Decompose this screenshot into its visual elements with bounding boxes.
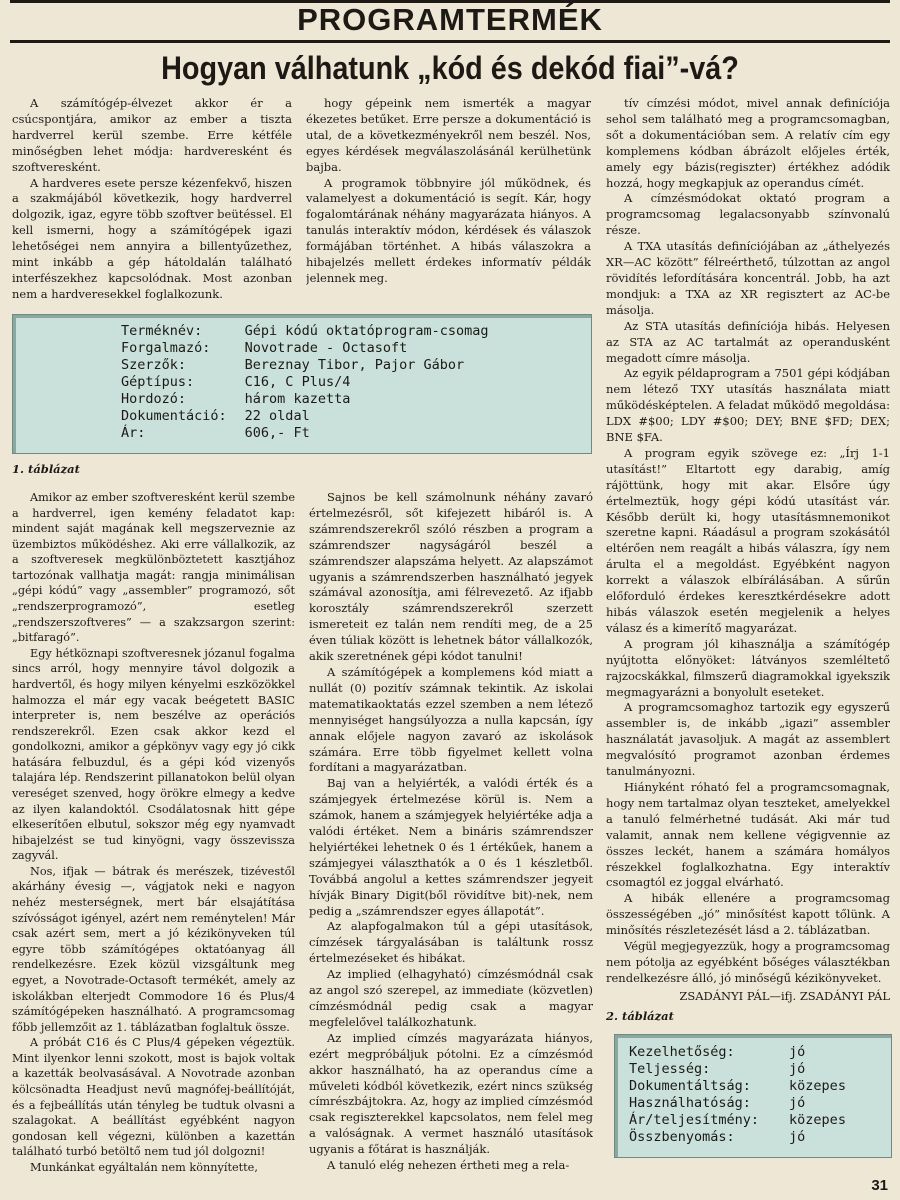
paragraph: Az implied (elhagyható) címzésmódnál csak az angol szó szerepel, az immediate (közvetlen) címzésmódnál pedig csak a magyar megfelelővel találkozhatunk. [309,967,593,1029]
product-info-rows [121,323,489,442]
table-2-caption: 2. táblázat [606,1008,674,1023]
row-label: Dokumentáció: [121,408,227,424]
row-value: jó [789,1044,806,1060]
table-row [121,408,489,425]
paragraph: Hiányként róható fel a programcsomagnak, hogy nem tartalmaz olyan teszteket, amelyekkel a tanuló felmérhetné tudását. Aki már tud valamit, annak nem kellene végigvennie az összes leckét, hanem a számára homályos részekkel foglalkozhatna. Egy interaktív csomagtól ez joggal elvárható. [606,779,890,890]
paragraph: A számítógép-élvezet akkor ér a csúcspontjára, amikor az ember a tiszta hardverrel kerül szembe. Erre kétféle minőségben lehet módja: hardveresként és szoftveresként. [12,96,292,174]
row-value: jó [789,1061,806,1077]
paragraph: Az egyik példaprogram a 7501 gépi kódjában nem létező TXY utasítás használata miatt működésképtelen. A feladat működő megoldása: LDX #$00; LDY #$00; DEY; BNE $FD; DEX; BNE $FA. [606,366,890,445]
row-label: Ár: [121,425,146,441]
paragraph: A számítógépek a komplemens kód miatt a nullát (0) pozitív számnak tekintik. Az iskolai matematikaoktatás ezzel szemben a nem létező mennyiséget hangsúlyozza a nulla kapcsán, így annak előjele nagyon zavaró az iskolások számára. Erre több figyelmet kellett volna fordítani a magyarázatban. [309,664,593,775]
table-row [629,1078,846,1095]
body-column-1 [12,490,295,1175]
column-3-paragraphs [606,96,890,987]
row-label: Ár/teljesítmény: [629,1112,760,1128]
author-signature: ZSADÁNYI PÁL—ifj. ZSADÁNYI PÁL [679,988,890,1003]
paragraph: Baj van a helyiérték, a valódi érték és a számjegyek értelmezése körül is. Nem a számok, hanem a számjegyek helyiértéke adja a valódi értéket. Nem a bináris számrendszer helyiértékei lehetnek 0 és 1 értékűek, hanem a számjegyei választhatók a 0 és 1 készletből. Továbbá angolul a kettes számrendszer jegyeit hívják Binary Digit(ből rövidítve bit)-nek, nem pedig a „számrendszer egyes állapotát”. [309,776,593,918]
table-row [629,1061,846,1078]
table-row [121,357,489,374]
paragraph: tív címzési módot, mivel annak definíciója sehol sem található meg a programcsomagban, sőt a dokumentációban sem. A relatív cím egy komplemens kódban ábrázolt előjeles érték, amely egy bázis(regiszter) értékhez adódik hozzá, hogy megkapjuk az operandus címét. [606,96,890,190]
row-value: Novotrade - Octasoft [244,340,408,356]
body-column-2 [309,490,593,1175]
rating-table-box [614,1034,892,1158]
row-value: 22 oldal [244,408,310,424]
rating-table [629,1044,846,1146]
paragraph: Az implied címzés magyarázata hiányos, ezért megpróbáljuk pótolni. Ez a címzésmód akkor használható, ha az operandus címe a műveleti kódból következik, ezért nincs szükség címrészbájtokra. Az, hogy az implied címzésmód csak regiszterekkel kapcsolatos, nem felel meg a valóságnak. A vermet használó utasítások ugyanis a főtárat is használják. [309,1030,593,1157]
article-headline: Hogyan válhatunk „kód és dekód fiai”-vá? [161,50,739,86]
paragraph: Egy hétköznapi szoftveresnek józanul fogalma sincs arról, hogy mennyire távol dolgozik a hardvertől, és hogy milyen kényelmi eszközökkel halmozza el már egy vacak beégetett BASIC interpreter is, nem beszélve az operációs rendszerekről. Ezen csak akkor kezd el gondolkozni, amikor a gépkönyv vagy egy jó cikk hatására felbuzdul, és a gépi kód vizenyős talajára lép. Rendszerint pillanatokon belül olyan vereséget szenved, hogy örökre elmegy a kedve az ilyen kalandoktól. Csodálatosnak hitt gépe elkeserítően elbutul, sokszor még egy nyamvadt hibajelzést se tud kinyögni, vagy összevissza zagyvál. [12,646,295,863]
row-value: jó [789,1095,806,1111]
paragraph: A hibák ellenére a programcsomag összességében „jó” minősítést kapott tőlünk. A minősítés részletezését lásd a 2. táblázatban. [606,891,890,938]
table-row [121,425,489,442]
row-label: Használhatóság: [629,1095,751,1111]
paragraph: Az alapfogalmakon túl a gépi utasítások, címzések tárgyalásában is találtunk rossz értelmezéseket és hibákat. [309,919,593,966]
paragraph: Nos, ifjak — bátrak és merészek, tizévestől akárhány évesig —, vágjatok neki e nagyon nehéz mesterségnek, mert bár elsajátítása szívósságot igényel, azért nem reménytelen! Már csak azért sem, mert a jó kézikönyveken túl egyre több számítógépes oktatóanyag áll rendelkezésre. Ezek közül vizsgáltunk meg egyet, a Novotrade-Octasoft termékét, amely az iskolákban elterjedt Commodore 16 és Plus/4 számítógépeken használható. A programcsomag főbb jellemzőit az 1. táblázatban foglaltuk össze. [12,864,295,1034]
paragraph: Az STA utasítás definíciója hibás. Helyesen az STA az AC tartalmát az operandusként megadott címre másolja. [606,318,890,365]
row-label: Forgalmazó: [121,340,211,356]
row-label: Hordozó: [121,391,187,407]
paragraph: A tanuló elég nehezen értheti meg a rela- [327,1158,570,1173]
paragraph: Sajnos be kell számolnunk néhány zavaró értelmezésről, sőt kifejezett hibáról is. A számrendszerekről szóló részben a program a számrendszer nagyságáról beszél a számrendszer alapszáma helyett. Az alapszámot ugyanis a számrendszerben használható jegyek számával azonosítja, ami félrevezető. Az ifjabb korosztály számrendszerekről szerzett ismereteit ez talán nem rendíti meg, de a 25 éven túliak között is lehetnek bátor vállalkozók, akik szeretnének gépi kódot tanulni! [309,490,593,664]
paragraph: A program jól kihasználja a számítógép nyújtotta előnyöket: látványos szemléltető rajzocskákkal, filmszerű diagramokkal igyekszik megmagyarázni a bonyolult eseteket. [606,636,890,699]
page-number: 31 [871,1177,888,1194]
row-label: Teljesség: [629,1061,711,1077]
row-value: 606,- Ft [244,425,310,441]
rating-rows [629,1044,846,1146]
table-row [121,391,489,408]
paragraph: A címzésmódokat oktató program a programcsomag legalacsonyabb színvonalú része. [606,191,890,238]
intro-column-2 [306,96,591,306]
paragraph: Végül megjegyezzük, hogy a programcsomag nem pótolja az egyébként bőséges választékban rendelkezésre álló, jó minőségű kézikönyveket. [606,939,890,985]
row-value: Bereznay Tibor, Pajor Gábor [244,357,465,373]
row-label: Géptípus: [121,374,195,390]
row-value: C16, C Plus/4 [244,374,351,390]
row-value: közepes [789,1078,846,1094]
table-row [121,340,489,357]
row-value: három kazetta [244,391,351,407]
row-label: Dokumentáltság: [629,1078,751,1094]
paragraph: hogy gépeink nem ismerték a magyar ékezetes betűket. Erre persze a dokumentáció is utal, de a következményekről nem beszél. Nos, egyes kérdések megválaszolásánál kerülhetünk bajba. [306,96,591,174]
intro-column-1 [12,96,292,306]
table-row [121,323,489,340]
paragraph: A programok többnyire jól működnek, és valamelyest a dokumentáció is segít. Kár, hogy fogalomtárának néhány magyarázata hiányos. A tanulás interaktív módon, kérdések és válaszok formájában történhet. A hibás válaszokra a hibajelzés mellett érdekes informatív példák jelennek meg. [306,175,591,285]
paragraph: Munkánkat egyáltalán nem könnyítette, [30,1160,258,1174]
paragraph: A TXA utasítás definíciójában az „áthelyezés XR—AC között” félreérthető, túlzottan az angol rövidítés lefordítására koncentrál. Jobb, ha azt mondjuk: a TXA az XR regisztert az AC-be másolja. [606,239,890,317]
table-row [629,1129,846,1146]
row-label: Terméknév: [121,323,203,339]
row-label: Összbenyomás: [629,1129,735,1145]
section-title: PROGRAMTERMÉK [297,2,603,37]
row-label: Kezelhetőség: [629,1044,735,1060]
paragraph: A programcsomaghoz tartozik egy egyszerű assembler is, de inkább „igazi” assembler használatát javasoljuk. A magát az assemblert megvalósító programot azonban érdemes tanulmányozni. [606,700,890,779]
paragraph: A program egyik szövege ez: „Írj 1-1 utasítást!” Eltartott egy darabig, amíg rájöttünk, hogy mit akar. Elsőre úgy értelmeztük, hogy gépi kódú utasítást vár. Később derült ki, hogy utasításmnemonikot szeretne kapni. Ráadásul a program szokásától eltérően nem reagált a hibás válaszra, így nem árulta el a megoldást. Egyébként nagyon korrekt a válaszok elbírálásában. A sűrűn előforduló érdekes keresztkérdésekre adott hibás válaszok esetén megjelenik a helyes válasz és a kimerítő magyarázat. [606,445,890,635]
table-row [121,374,489,391]
row-label: Szerzők: [121,357,187,373]
row-value: jó [789,1129,806,1145]
paragraph: A hardveres esete persze kézenfekvő, hiszen a szakmájából következik, hogy hardverrel dolgozik, igaz, egyre több szoftver beütéssel. El kell ismerni, hogy a számítógépek igazi lehetőségei nem annyira a billentyűzethez, mint inkább a gép hátoldalán található interfészekhez kapcsolódnak. Most azonban nem a hardveresekkel foglalkozunk. [12,175,292,301]
table-row [629,1095,846,1112]
table-1-caption: 1. táblázat [12,462,80,476]
paragraph: A próbát C16 és C Plus/4 gépeken végeztük. Mint ilyenkor lenni szokott, most is bajok voltak a kazetták beolvasásával. A Novotrade azonban kölcsönadta Headjust nevű magnófej-beállítóját, és a fejbeállítás után tényleg be tudtuk olvasni a szalagokat. A beállítást egyébként nagyon gondosan kell végezni, különben a kazettán található turbó betöltő nem tud jól dolgozni! [12,1036,295,1159]
paragraph: Amikor az ember szoftveresként kerül szembe a hardverrel, igen kemény feladatot kap: mindent saját magának kell megszerveznie az üzembiztos működéshez. Aki erre vállalkozik, az a szoftveresek megkülönböztetett kasztjához tartozónak vallhatja magát: rangja minimálisan „gépi kódú” vagy „assembler” programozó, sőt „rendszerprogramozó”, esetleg „rendszerszoftveres” — a szakzsargon szerint: „bitfaragó”. [12,491,295,645]
title-rule [10,40,890,43]
row-value: közepes [789,1112,846,1128]
table-row [629,1044,846,1061]
row-value: Gépi kódú oktatóprogram-csomag [244,323,489,339]
table-row [629,1112,846,1129]
product-info-table-box [12,314,592,454]
body-column-3 [606,96,890,1031]
product-info-table [121,323,489,442]
